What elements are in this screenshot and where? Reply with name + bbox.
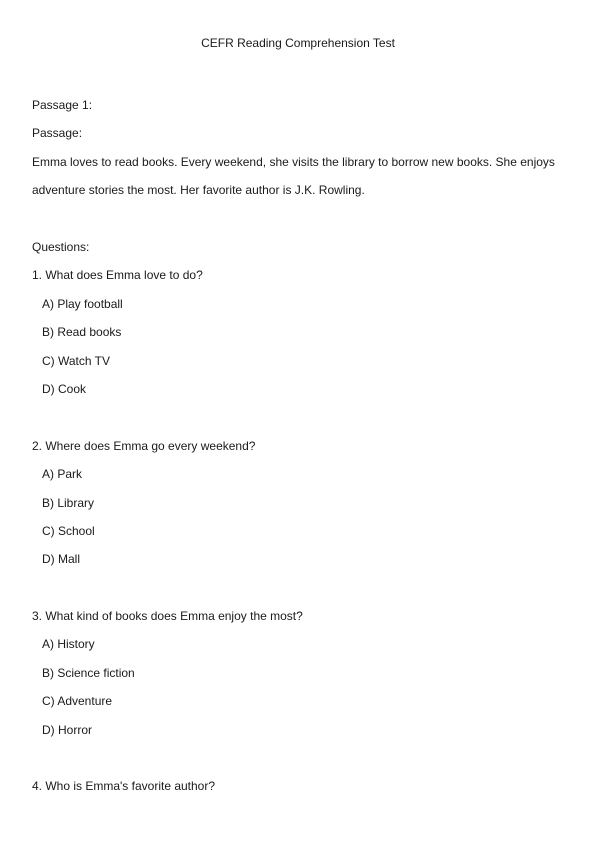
spacer <box>32 574 572 602</box>
question-3-text: 3. What kind of books does Emma enjoy the most? <box>32 609 303 624</box>
question-1-option-b: B) Read books <box>42 325 122 340</box>
question-4-text: 4. Who is Emma's favorite author? <box>32 779 216 794</box>
spacer <box>32 403 572 431</box>
question-2-text: 2. Where does Emma go every weekend? <box>32 438 256 453</box>
question-3-option-b: B) Science fiction <box>42 665 135 680</box>
question-1-text: 1. What does Emma love to do? <box>32 268 203 283</box>
page-title: CEFR Reading Comprehension Test <box>201 36 395 50</box>
question-2-option-a: A) Park <box>42 467 83 482</box>
question-3-option-d: D) Horror <box>42 722 92 737</box>
question-2-option-c: C) School <box>42 523 95 538</box>
question-3-option-a: A) History <box>42 637 95 652</box>
passage-label: Passage: <box>32 126 83 141</box>
question-1-option-c: C) Watch TV <box>42 353 111 368</box>
question-1-option-d: D) Cook <box>42 381 87 396</box>
questions-heading: Questions: <box>32 239 90 254</box>
question-3-option-c: C) Adventure <box>42 694 113 709</box>
passage-heading: Passage 1: <box>32 98 93 112</box>
question-2-option-b: B) Library <box>42 495 95 510</box>
passage-text: Emma loves to read books. Every weekend, she visits the library to borrow new books. She enjoys adventure stories the most. Her favorite author is J.K. Rowling. <box>32 154 555 198</box>
question-2-option-d: D) Mall <box>42 552 80 567</box>
spacer <box>32 744 572 772</box>
question-1-option-a: A) Play football <box>42 296 123 311</box>
document-body <box>32 91 572 801</box>
spacer <box>32 205 572 233</box>
